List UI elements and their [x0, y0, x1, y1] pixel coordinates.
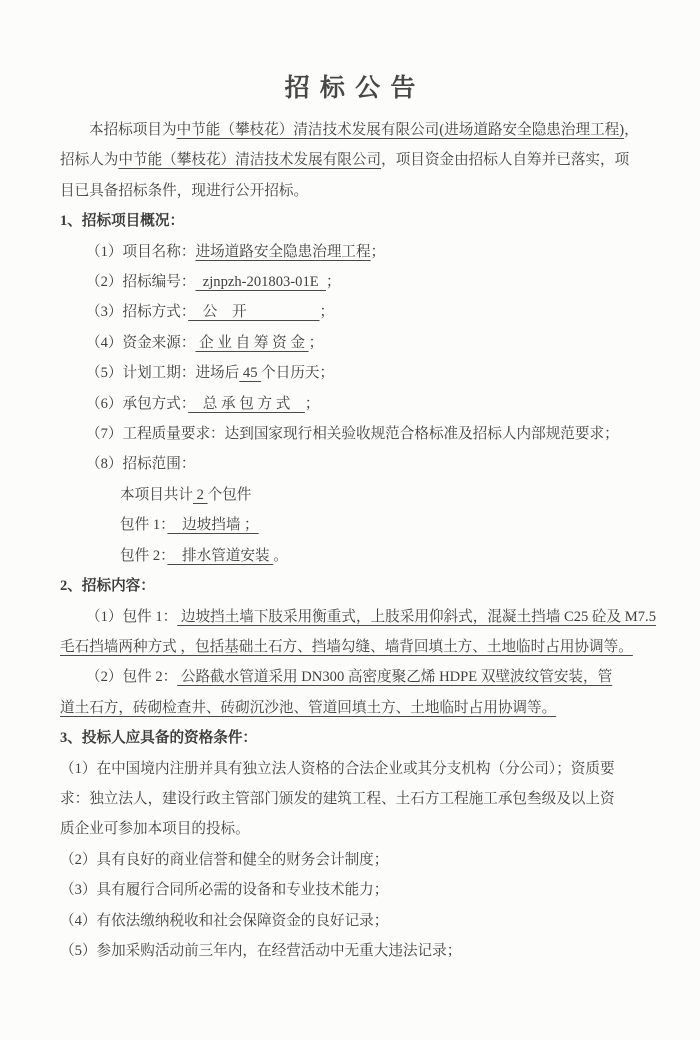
intro-line-3: [60, 176, 642, 206]
text: （5）参加采购活动前三年内，在经营活动中无重大违法记录；: [60, 942, 462, 959]
qualification-4: [60, 906, 642, 936]
underlined-text: 中节能（攀枝花）清洁技术发展有限公司(进场道路安全隐患治理工程): [176, 122, 625, 138]
underlined-text: 道土石方，砖砌检查井、砖砌沉沙池、管道回填土方、土地临时占用协调等。: [60, 699, 557, 716]
intro-line-1: [60, 115, 642, 145]
text: （1）包件 1：: [86, 608, 178, 625]
package2-desc-line-2: [60, 693, 642, 723]
item-quality-requirement: [60, 419, 642, 449]
text: （7）工程质量要求：达到国家现行相关验收规范合格标准及招标人内部规范要求；: [86, 426, 619, 443]
underlined-text: 45: [239, 365, 262, 382]
text: 个包件: [207, 486, 252, 503]
text: （2）招标编号：: [86, 274, 196, 291]
section3-heading: [60, 723, 642, 753]
text: （2）具有良好的商业信誉和健全的财务会计制度；: [60, 851, 389, 868]
text: 包件 2：: [120, 547, 168, 564]
text: ，: [624, 122, 639, 138]
underlined-text: 企 业 自 筹 资 金: [195, 334, 309, 351]
qualification-1-line-3: [60, 814, 642, 844]
text: 个日历天；: [261, 365, 335, 382]
underlined-text: 毛石挡墙两种方式 ，包括基础土石方、挡墙勾缝、墙背回填土方、土地临时占用协调等。: [60, 638, 633, 655]
item-project-name: [60, 237, 642, 267]
text: 包件 1：: [120, 517, 168, 534]
text: ；: [319, 304, 335, 321]
text: （2）包件 2：: [86, 669, 178, 686]
qualification-1-line-2: [60, 784, 642, 814]
text: 本项目共计: [120, 486, 193, 503]
item-tender-method: [60, 297, 642, 327]
text: 本招标项目为: [89, 122, 177, 138]
text: （1）项目名称：: [86, 243, 196, 260]
document-body: [60, 115, 656, 966]
section1-heading: [60, 206, 642, 236]
text: （4）有依法缴纳税收和社会保障资金的良好记录；: [60, 912, 389, 929]
text: （3）具有履行合同所必需的设备和专业技术能力；: [60, 882, 389, 899]
underlined-text: 边坡挡土墙下肢采用衡重式，上肢采用仰斜式，混凝土挡墙 C25 砼及 M7.5: [177, 608, 656, 625]
text: （4）资金来源：: [86, 334, 196, 351]
text: （5）计划工期：进场后: [86, 365, 240, 382]
package1-desc-line-1: [60, 602, 656, 632]
text: ；: [308, 334, 324, 351]
package1-desc-line-2: [60, 632, 642, 662]
qualification-2: [60, 845, 642, 875]
package-1-line: [60, 510, 642, 540]
text: 1、招标项目概况：: [60, 213, 185, 230]
text: 招标人为: [60, 152, 119, 169]
qualification-3: [60, 875, 642, 905]
text: 求：独立法人，建设行政主管部门颁发的建筑工程、土石方工程施工承包叁级及以上资: [60, 790, 615, 807]
underlined-text: 2: [192, 486, 208, 503]
underlined-text: zjnpzh-201803-01E: [195, 274, 326, 291]
document-title: 招 标 公 告: [284, 75, 418, 102]
package-2-line: [60, 541, 642, 571]
underlined-text: 边坡挡墙 ；: [167, 517, 259, 534]
package-count-line: [60, 480, 642, 510]
underlined-text: 公 开: [188, 304, 320, 321]
text: 质企业可参加本项目的投标。: [60, 821, 250, 838]
text: ，项目资金由招标人自筹并已落实，项: [381, 152, 630, 169]
text: 3、投标人应具备的资格条件：: [60, 730, 258, 747]
underlined-text: 中节能（攀枝花）清洁技术发展有限公司: [118, 152, 382, 169]
qualification-1-line-1: [60, 754, 642, 784]
text: 。: [273, 547, 288, 564]
section2-heading: [60, 571, 642, 601]
package2-desc-line-1: [60, 662, 642, 692]
underlined-text: 进场道路安全隐患治理工程: [195, 243, 371, 260]
item-fund-source: [60, 328, 642, 358]
item-planned-duration: [60, 358, 642, 388]
underlined-text: 总 承 包 方 式: [188, 395, 305, 412]
qualification-5: [60, 936, 642, 966]
text: （3）招标方式：: [86, 304, 189, 321]
item-tender-scope: [60, 449, 642, 479]
text: （1）在中国境内注册并具有独立法人资格的合法企业或其分支机构（分公司）；资质要: [60, 760, 615, 777]
text: （6）承包方式：: [86, 395, 189, 412]
item-tender-number: [60, 267, 642, 297]
text: 2、招标内容：: [60, 578, 155, 595]
underlined-text: 排水管道安装: [167, 547, 274, 564]
text: ；: [304, 395, 320, 412]
intro-line-2: [60, 145, 642, 175]
underlined-text: 公路截水管道采用 DN300 高密度聚乙烯 HDPE 双壁波纹管安装，管: [177, 669, 613, 686]
text: ；: [370, 243, 386, 260]
text: ；: [325, 274, 341, 291]
text: 目已具备招标条件，现进行公开招标。: [60, 182, 309, 199]
text: （8）招标范围：: [86, 456, 196, 473]
item-contract-method: [60, 389, 642, 419]
